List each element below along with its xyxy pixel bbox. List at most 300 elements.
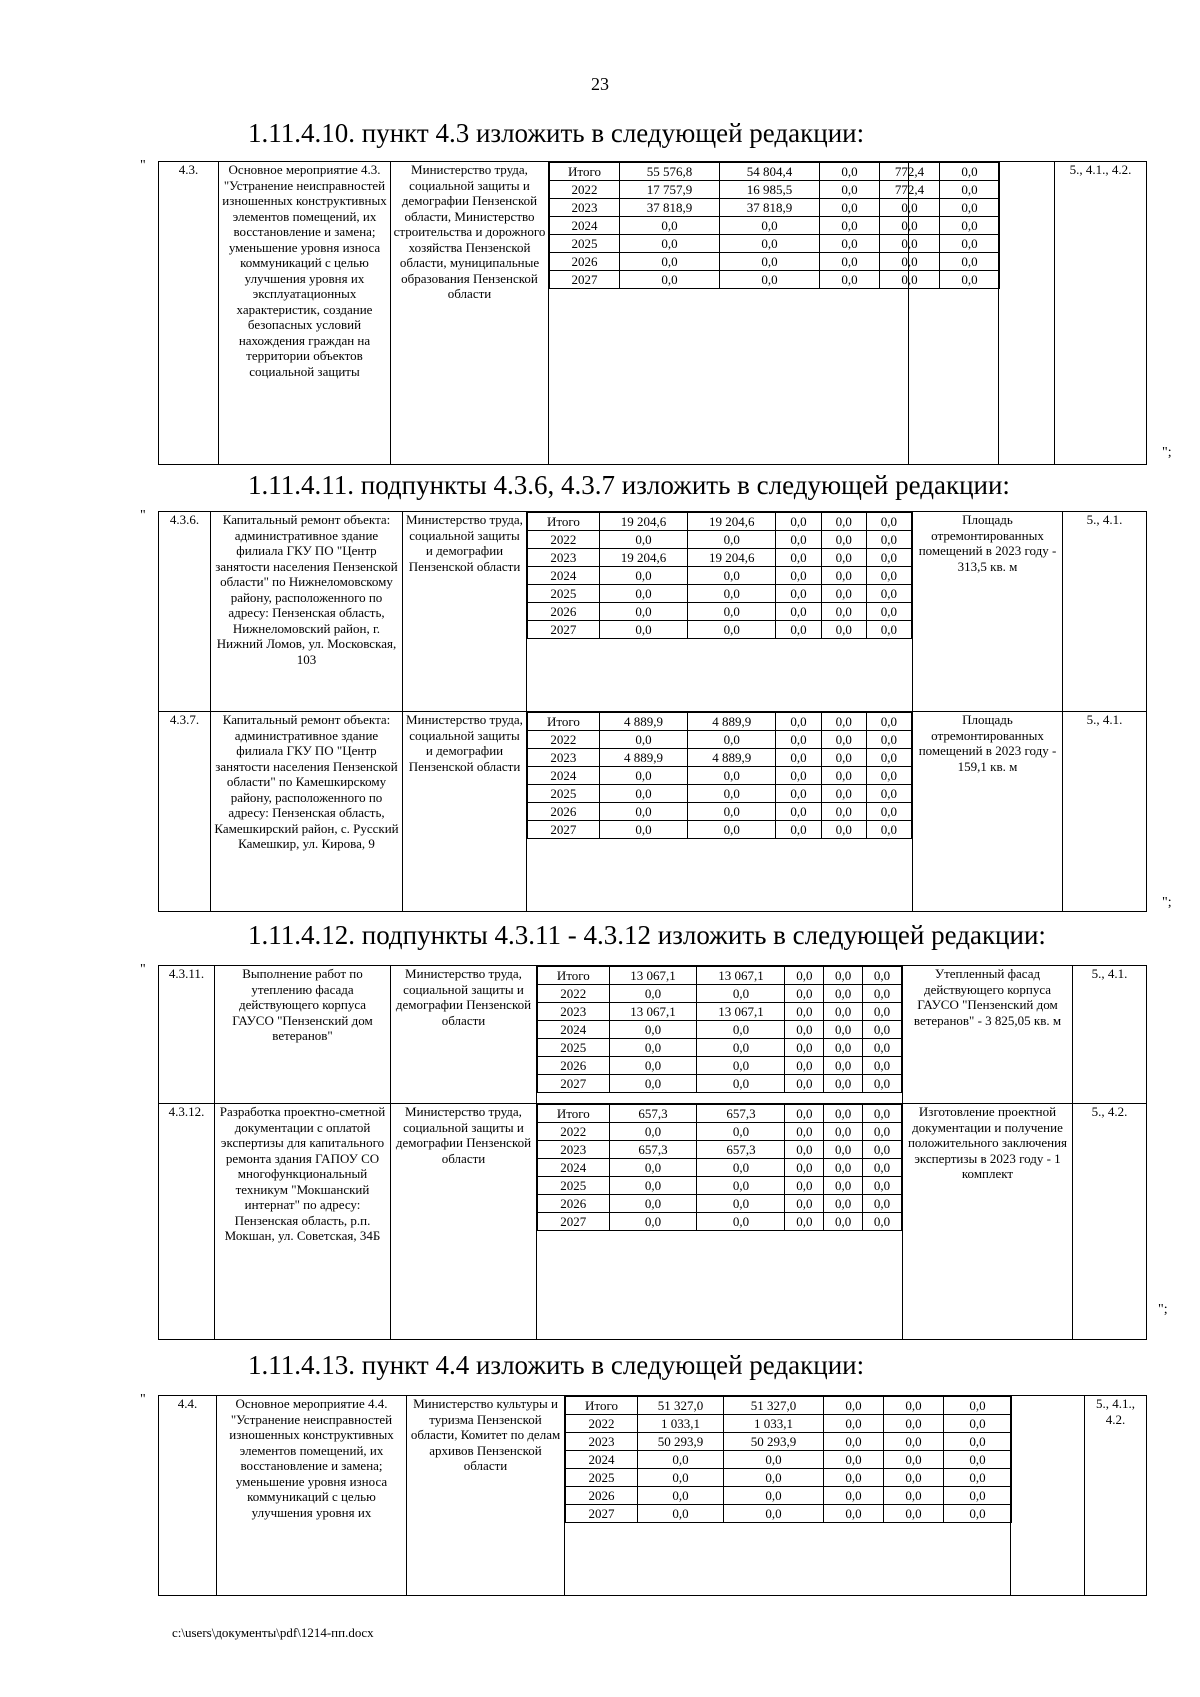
federal-budget: 0,0 <box>776 767 821 785</box>
funding-row <box>528 549 912 567</box>
local-budget: 772,4 <box>880 181 940 199</box>
total-amount: 0,0 <box>620 271 720 289</box>
local-budget: 0,0 <box>880 199 940 217</box>
event-name: Разработка проектно-сметной документации с оплатой экспертизы для капитального ремонта здания ГАПОУ СО многофункциональный техникум "Мокшанский интернат" по адресу: Пензенская область, р.п. Мокшан, ул. Советская, 34Б <box>215 1104 391 1340</box>
regional-budget: 0,0 <box>688 603 776 621</box>
funding-row <box>538 1159 902 1177</box>
funding-row <box>566 1487 1012 1505</box>
federal-budget: 0,0 <box>824 1469 884 1487</box>
link-ref: 5., 4.2. <box>1073 1104 1147 1340</box>
year-cell: 2025 <box>538 1177 610 1195</box>
local-budget: 0,0 <box>824 1195 863 1213</box>
total-amount: 50 293,9 <box>638 1433 724 1451</box>
funding-row <box>566 1433 1012 1451</box>
executor: Министерство труда, социальной защиты и демографии Пензенской области <box>391 1104 537 1340</box>
total-amount: 0,0 <box>599 567 687 585</box>
local-budget: 0,0 <box>824 967 863 985</box>
federal-budget: 0,0 <box>785 1075 824 1093</box>
funding-grid <box>537 966 903 1104</box>
year-cell: 2026 <box>550 253 620 271</box>
executor: Министерство труда, социальной защиты и демографии Пензенской области <box>403 512 527 712</box>
federal-budget: 0,0 <box>785 967 824 985</box>
funding-row <box>528 513 912 531</box>
local-budget: 0,0 <box>884 1487 944 1505</box>
federal-budget: 0,0 <box>776 513 821 531</box>
regional-budget: 54 804,4 <box>720 163 820 181</box>
other-sources: 0,0 <box>940 163 1000 181</box>
link-ref: 5., 4.1., 4.2. <box>1085 1396 1147 1596</box>
total-amount: 4 889,9 <box>599 749 687 767</box>
year-cell: 2025 <box>566 1469 638 1487</box>
total-amount: 0,0 <box>609 1075 697 1093</box>
other-sources: 0,0 <box>866 531 911 549</box>
funding-grid <box>527 712 913 912</box>
other-sources: 0,0 <box>866 749 911 767</box>
indicator: Изготовление проектной документации и получение положительного заключения экспертизы в 2023 году - 1 комплект <box>903 1104 1073 1340</box>
funding-row <box>528 767 912 785</box>
open-quote: " <box>140 962 146 977</box>
total-amount: 0,0 <box>609 985 697 1003</box>
table-row <box>159 1104 1147 1340</box>
local-budget: 0,0 <box>824 985 863 1003</box>
event-name: Основное мероприятие 4.3. "Устранение неисправностей изношенных конструктивных элементов помещений, их восстановление и замена; уменьшение уровня износа коммуникаций с целью улучшения уровня их эксплуатационных характеристик, создание безопасных условий нахождения граждан на территории объектов социальной защиты <box>219 162 391 465</box>
local-budget: 0,0 <box>884 1451 944 1469</box>
federal-budget: 0,0 <box>785 1141 824 1159</box>
funding-row <box>528 731 912 749</box>
funding-row <box>538 1105 902 1123</box>
other-sources: 0,0 <box>863 1003 902 1021</box>
regional-budget: 657,3 <box>697 1105 785 1123</box>
local-budget: 0,0 <box>821 621 866 639</box>
federal-budget: 0,0 <box>820 235 880 253</box>
year-cell: Итого <box>550 163 620 181</box>
year-cell: 2025 <box>550 235 620 253</box>
federal-budget: 0,0 <box>785 1123 824 1141</box>
funding-row <box>566 1505 1012 1523</box>
regional-budget: 0,0 <box>697 1213 785 1231</box>
funding-row <box>538 1075 902 1093</box>
regional-budget: 13 067,1 <box>697 967 785 985</box>
funding-row <box>528 567 912 585</box>
year-cell: 2024 <box>528 567 600 585</box>
total-amount: 657,3 <box>609 1105 697 1123</box>
year-cell: 2026 <box>566 1487 638 1505</box>
regional-budget: 0,0 <box>724 1505 824 1523</box>
funding-values <box>527 512 912 639</box>
program-table-4-3-11 <box>158 965 1147 1340</box>
local-budget: 0,0 <box>824 1123 863 1141</box>
regional-budget: 0,0 <box>724 1487 824 1505</box>
executor: Министерство труда, социальной защиты и демографии Пензенской области <box>403 712 527 912</box>
funding-row <box>528 803 912 821</box>
funding-row <box>528 621 912 639</box>
regional-budget: 0,0 <box>688 621 776 639</box>
federal-budget: 0,0 <box>820 253 880 271</box>
year-cell: 2023 <box>538 1141 610 1159</box>
year-cell: 2027 <box>528 621 600 639</box>
local-budget: 0,0 <box>880 217 940 235</box>
file-path-footer: c:\users\документы\pdf\1214-пп.docx <box>172 1625 374 1640</box>
total-amount: 37 818,9 <box>620 199 720 217</box>
other-sources: 0,0 <box>866 731 911 749</box>
year-cell: 2022 <box>566 1415 638 1433</box>
local-budget: 0,0 <box>880 235 940 253</box>
open-quote: " <box>140 1392 146 1407</box>
federal-budget: 0,0 <box>824 1397 884 1415</box>
other-sources: 0,0 <box>944 1451 1012 1469</box>
federal-budget: 0,0 <box>824 1433 884 1451</box>
year-cell: 2024 <box>528 767 600 785</box>
other-sources: 0,0 <box>944 1487 1012 1505</box>
total-amount: 0,0 <box>609 1057 697 1075</box>
regional-budget: 0,0 <box>688 567 776 585</box>
section-heading: 1.11.4.13. пункт 4.4 изложить в следующей редакции: <box>248 1350 865 1380</box>
other-sources: 0,0 <box>940 235 1000 253</box>
other-sources: 0,0 <box>866 567 911 585</box>
regional-budget: 0,0 <box>688 821 776 839</box>
total-amount: 0,0 <box>599 785 687 803</box>
regional-budget: 0,0 <box>688 803 776 821</box>
event-name: Основное мероприятие 4.4. "Устранение неисправностей изношенных конструктивных элементов помещений, их восстановление и замена; уменьшение уровня износа коммуникаций с целью улучшения уровня их <box>217 1396 407 1596</box>
total-amount: 0,0 <box>599 603 687 621</box>
close-quote: "; <box>1162 445 1172 460</box>
funding-row <box>538 1213 902 1231</box>
federal-budget: 0,0 <box>776 567 821 585</box>
year-cell: 2022 <box>528 531 600 549</box>
event-name: Капитальный ремонт объекта: административное здание филиала ГКУ ПО "Центр занятости населения Пензенской области" по Камешкирскому району, расположенного по адресу: Пензенская область, Камешкирский район, с. Русский Камешкир, ул. Кирова, 9 <box>211 712 403 912</box>
year-cell: Итого <box>566 1397 638 1415</box>
regional-budget: 13 067,1 <box>697 1003 785 1021</box>
regional-budget: 0,0 <box>688 585 776 603</box>
total-amount: 13 067,1 <box>609 967 697 985</box>
regional-budget: 0,0 <box>697 1075 785 1093</box>
regional-budget: 0,0 <box>720 253 820 271</box>
funding-row <box>538 985 902 1003</box>
federal-budget: 0,0 <box>824 1487 884 1505</box>
local-budget: 0,0 <box>884 1415 944 1433</box>
funding-grid <box>527 512 913 712</box>
section-heading: 1.11.4.11. подпункты 4.3.6, 4.3.7 изложить в следующей редакции: <box>248 470 1010 500</box>
local-budget: 0,0 <box>821 785 866 803</box>
other-sources: 0,0 <box>863 1057 902 1075</box>
event-name: Капитальный ремонт объекта: административное здание филиала ГКУ ПО "Центр занятости населения Пензенской области" по Нижнеломовскому району, расположенного по адресу: Пензенская область, Нижнеломовский район, г. Нижний Ломов, ул. Московская, 103 <box>211 512 403 712</box>
other-sources: 0,0 <box>944 1397 1012 1415</box>
year-cell: 2026 <box>528 803 600 821</box>
event-name: Выполнение работ по утеплению фасада действующего корпуса ГАУСО "Пензенский дом ветеранов" <box>215 966 391 1104</box>
row-number: 4.3.7. <box>159 712 211 912</box>
federal-budget: 0,0 <box>776 803 821 821</box>
regional-budget: 657,3 <box>697 1141 785 1159</box>
total-amount: 55 576,8 <box>620 163 720 181</box>
total-amount: 51 327,0 <box>638 1397 724 1415</box>
local-budget: 0,0 <box>821 513 866 531</box>
local-budget: 0,0 <box>821 749 866 767</box>
other-sources: 0,0 <box>866 803 911 821</box>
total-amount: 0,0 <box>599 531 687 549</box>
funding-row <box>528 585 912 603</box>
close-quote: "; <box>1158 1302 1168 1317</box>
federal-budget: 0,0 <box>776 585 821 603</box>
regional-budget: 0,0 <box>688 785 776 803</box>
year-cell: 2025 <box>528 585 600 603</box>
other-sources: 0,0 <box>866 585 911 603</box>
executor: Министерство труда, социальной защиты и демографии Пензенской области, Министерство строительства и дорожного хозяйства Пензенской области, муниципальные образования Пензенской области <box>391 162 549 465</box>
row-number: 4.4. <box>159 1396 217 1596</box>
funding-values <box>537 1104 902 1231</box>
total-amount: 0,0 <box>599 585 687 603</box>
federal-budget: 0,0 <box>820 181 880 199</box>
total-amount: 0,0 <box>609 1123 697 1141</box>
regional-budget: 0,0 <box>720 217 820 235</box>
link-ref: 5., 4.1. <box>1063 712 1147 912</box>
executor: Министерство труда, социальной защиты и демографии Пензенской области <box>391 966 537 1104</box>
section-heading: 1.11.4.10. пункт 4.3 изложить в следующей редакции: <box>248 118 865 148</box>
federal-budget: 0,0 <box>824 1451 884 1469</box>
federal-budget: 0,0 <box>820 163 880 181</box>
year-cell: 2027 <box>528 821 600 839</box>
other-sources: 0,0 <box>944 1469 1012 1487</box>
regional-budget: 4 889,9 <box>688 713 776 731</box>
year-cell: 2025 <box>528 785 600 803</box>
year-cell: Итого <box>528 513 600 531</box>
year-cell: Итого <box>538 1105 610 1123</box>
federal-budget: 0,0 <box>785 1195 824 1213</box>
local-budget: 0,0 <box>824 1021 863 1039</box>
other-sources: 0,0 <box>863 1141 902 1159</box>
spacer-cell <box>999 162 1055 465</box>
regional-budget: 0,0 <box>720 271 820 289</box>
total-amount: 19 204,6 <box>599 549 687 567</box>
year-cell: 2026 <box>538 1195 610 1213</box>
federal-budget: 0,0 <box>785 1159 824 1177</box>
regional-budget: 0,0 <box>697 1021 785 1039</box>
total-amount: 4 889,9 <box>599 713 687 731</box>
funding-values <box>537 966 902 1093</box>
year-cell: 2023 <box>528 549 600 567</box>
local-budget: 0,0 <box>821 731 866 749</box>
year-cell: 2027 <box>538 1213 610 1231</box>
indicator: Площадь отремонтированных помещений в 2023 году - 313,5 кв. м <box>913 512 1063 712</box>
regional-budget: 51 327,0 <box>724 1397 824 1415</box>
link-ref: 5., 4.1., 4.2. <box>1055 162 1147 465</box>
federal-budget: 0,0 <box>820 271 880 289</box>
row-number: 4.3.12. <box>159 1104 215 1340</box>
indicator <box>909 162 999 465</box>
funding-row <box>538 1003 902 1021</box>
other-sources: 0,0 <box>866 603 911 621</box>
year-cell: 2022 <box>538 985 610 1003</box>
open-quote: " <box>140 508 146 523</box>
regional-budget: 0,0 <box>697 1057 785 1075</box>
local-budget: 0,0 <box>821 567 866 585</box>
regional-budget: 19 204,6 <box>688 513 776 531</box>
other-sources: 0,0 <box>863 1213 902 1231</box>
total-amount: 0,0 <box>638 1469 724 1487</box>
local-budget: 0,0 <box>824 1057 863 1075</box>
regional-budget: 0,0 <box>697 1177 785 1195</box>
local-budget: 0,0 <box>821 713 866 731</box>
table-row <box>159 512 1147 712</box>
other-sources: 0,0 <box>863 1075 902 1093</box>
local-budget: 0,0 <box>821 531 866 549</box>
indicator: Площадь отремонтированных помещений в 2023 году - 159,1 кв. м <box>913 712 1063 912</box>
local-budget: 0,0 <box>821 767 866 785</box>
other-sources: 0,0 <box>944 1415 1012 1433</box>
regional-budget: 0,0 <box>688 767 776 785</box>
total-amount: 0,0 <box>609 1195 697 1213</box>
year-cell: 2026 <box>528 603 600 621</box>
federal-budget: 0,0 <box>776 603 821 621</box>
other-sources: 0,0 <box>866 767 911 785</box>
regional-budget: 0,0 <box>697 1039 785 1057</box>
local-budget: 0,0 <box>880 271 940 289</box>
funding-row <box>538 1039 902 1057</box>
regional-budget: 0,0 <box>724 1469 824 1487</box>
federal-budget: 0,0 <box>824 1505 884 1523</box>
other-sources: 0,0 <box>944 1433 1012 1451</box>
total-amount: 0,0 <box>638 1451 724 1469</box>
local-budget: 0,0 <box>824 1159 863 1177</box>
table-row <box>159 966 1147 1104</box>
federal-budget: 0,0 <box>776 713 821 731</box>
regional-budget: 1 033,1 <box>724 1415 824 1433</box>
year-cell: 2022 <box>538 1123 610 1141</box>
year-cell: 2027 <box>566 1505 638 1523</box>
open-quote: " <box>140 158 146 173</box>
other-sources: 0,0 <box>866 821 911 839</box>
other-sources: 0,0 <box>863 985 902 1003</box>
section-heading: 1.11.4.12. подпункты 4.3.11 - 4.3.12 изложить в следующей редакции: <box>248 920 1046 950</box>
year-cell: 2023 <box>538 1003 610 1021</box>
federal-budget: 0,0 <box>820 199 880 217</box>
year-cell: 2023 <box>528 749 600 767</box>
federal-budget: 0,0 <box>785 1003 824 1021</box>
row-number: 4.3.11. <box>159 966 215 1104</box>
year-cell: 2024 <box>538 1159 610 1177</box>
total-amount: 13 067,1 <box>609 1003 697 1021</box>
total-amount: 0,0 <box>620 217 720 235</box>
local-budget: 0,0 <box>884 1469 944 1487</box>
total-amount: 0,0 <box>620 235 720 253</box>
total-amount: 0,0 <box>609 1213 697 1231</box>
federal-budget: 0,0 <box>785 1039 824 1057</box>
row-number: 4.3. <box>159 162 219 465</box>
year-cell: Итого <box>538 967 610 985</box>
program-table-4-4 <box>158 1395 1147 1596</box>
table-row <box>159 1396 1147 1596</box>
federal-budget: 0,0 <box>820 217 880 235</box>
federal-budget: 0,0 <box>776 821 821 839</box>
other-sources: 0,0 <box>863 1177 902 1195</box>
regional-budget: 0,0 <box>720 235 820 253</box>
other-sources: 0,0 <box>944 1505 1012 1523</box>
federal-budget: 0,0 <box>776 621 821 639</box>
year-cell: 2022 <box>550 181 620 199</box>
local-budget: 0,0 <box>821 549 866 567</box>
regional-budget: 19 204,6 <box>688 549 776 567</box>
other-sources: 0,0 <box>863 1105 902 1123</box>
total-amount: 0,0 <box>609 1021 697 1039</box>
year-cell: 2024 <box>566 1451 638 1469</box>
other-sources: 0,0 <box>863 1039 902 1057</box>
table-row <box>159 712 1147 912</box>
local-budget: 0,0 <box>821 603 866 621</box>
link-ref: 5., 4.1. <box>1063 512 1147 712</box>
year-cell: 2023 <box>566 1433 638 1451</box>
local-budget: 0,0 <box>824 1141 863 1159</box>
other-sources: 0,0 <box>866 621 911 639</box>
funding-values <box>565 1396 1012 1523</box>
regional-budget: 0,0 <box>724 1451 824 1469</box>
total-amount: 0,0 <box>609 1039 697 1057</box>
local-budget: 0,0 <box>824 1039 863 1057</box>
federal-budget: 0,0 <box>785 1057 824 1075</box>
total-amount: 657,3 <box>609 1141 697 1159</box>
total-amount: 0,0 <box>609 1177 697 1195</box>
other-sources: 0,0 <box>863 1021 902 1039</box>
funding-row <box>528 785 912 803</box>
year-cell: 2025 <box>538 1039 610 1057</box>
local-budget: 0,0 <box>824 1003 863 1021</box>
federal-budget: 0,0 <box>785 1177 824 1195</box>
year-cell: 2023 <box>550 199 620 217</box>
link-ref: 5., 4.1. <box>1073 966 1147 1104</box>
local-budget: 772,4 <box>880 163 940 181</box>
other-sources: 0,0 <box>863 967 902 985</box>
other-sources: 0,0 <box>940 199 1000 217</box>
regional-budget: 0,0 <box>688 531 776 549</box>
local-budget: 0,0 <box>884 1505 944 1523</box>
regional-budget: 0,0 <box>697 985 785 1003</box>
other-sources: 0,0 <box>866 513 911 531</box>
funding-row <box>538 1177 902 1195</box>
local-budget: 0,0 <box>821 585 866 603</box>
total-amount: 0,0 <box>638 1487 724 1505</box>
total-amount: 0,0 <box>599 621 687 639</box>
funding-row <box>538 1195 902 1213</box>
federal-budget: 0,0 <box>776 549 821 567</box>
federal-budget: 0,0 <box>785 1105 824 1123</box>
total-amount: 0,0 <box>638 1505 724 1523</box>
program-table-4-3-6 <box>158 511 1147 912</box>
federal-budget: 0,0 <box>785 1213 824 1231</box>
other-sources: 0,0 <box>863 1123 902 1141</box>
funding-grid <box>549 162 978 465</box>
federal-budget: 0,0 <box>785 1021 824 1039</box>
other-sources: 0,0 <box>866 713 911 731</box>
funding-row <box>538 1057 902 1075</box>
funding-row <box>528 749 912 767</box>
other-sources: 0,0 <box>863 1195 902 1213</box>
other-sources: 0,0 <box>940 253 1000 271</box>
federal-budget: 0,0 <box>824 1415 884 1433</box>
total-amount: 0,0 <box>599 731 687 749</box>
total-amount: 0,0 <box>599 767 687 785</box>
other-sources: 0,0 <box>863 1159 902 1177</box>
funding-row <box>528 821 912 839</box>
total-amount: 0,0 <box>599 821 687 839</box>
regional-budget: 4 889,9 <box>688 749 776 767</box>
other-sources: 0,0 <box>940 217 1000 235</box>
federal-budget: 0,0 <box>785 985 824 1003</box>
year-cell: 2022 <box>528 731 600 749</box>
funding-row <box>566 1451 1012 1469</box>
funding-row <box>538 1141 902 1159</box>
year-cell: 2027 <box>550 271 620 289</box>
local-budget: 0,0 <box>880 253 940 271</box>
other-sources: 0,0 <box>866 785 911 803</box>
local-budget: 0,0 <box>884 1433 944 1451</box>
